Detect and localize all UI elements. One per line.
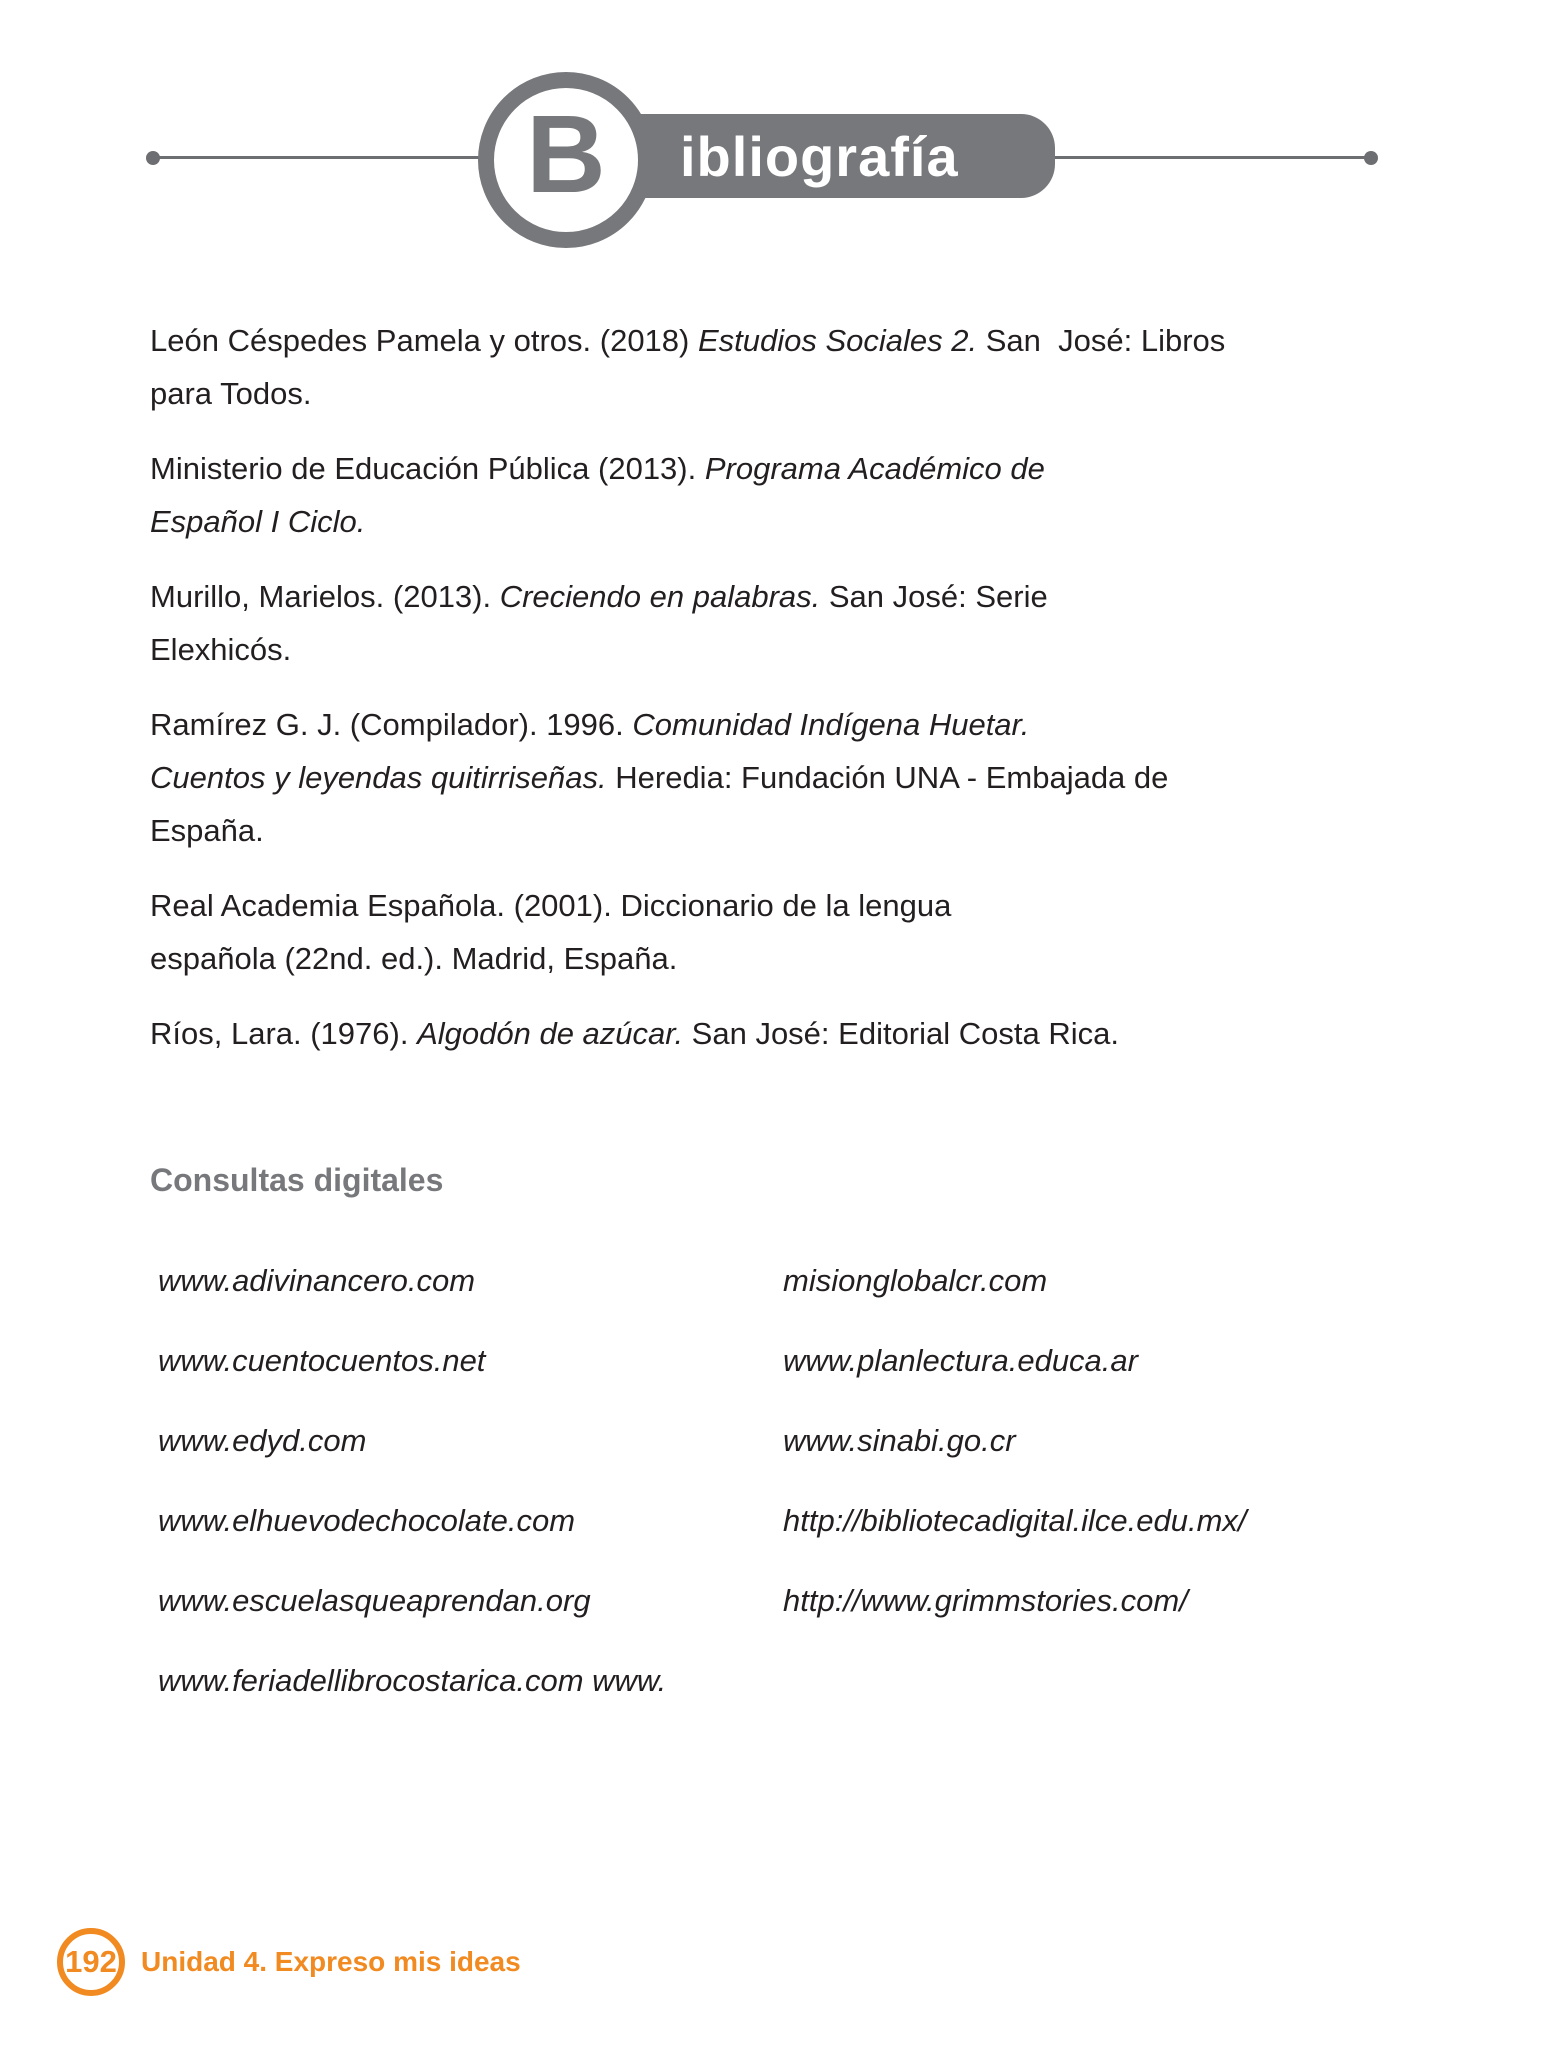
entry-line	[150, 314, 1440, 367]
entry-text-run: para Todos.	[150, 376, 312, 411]
header-big-letter: B	[526, 93, 606, 216]
bibliography-entry	[150, 698, 1440, 857]
url-list	[150, 1254, 1440, 1734]
entry-text-run: León Céspedes Pamela y otros. (2018)	[150, 323, 698, 358]
url-row	[150, 1334, 1440, 1414]
entry-text-run: San José: Editorial Costa Rica.	[683, 1016, 1119, 1051]
url-item-right: http://bibliotecadigital.ilce.edu.mx/	[783, 1503, 1247, 1538]
url-row	[150, 1494, 1440, 1574]
entry-line	[150, 570, 1440, 623]
url-item-left: www.edyd.com	[158, 1423, 367, 1458]
entry-title-run: Programa Académico de	[704, 451, 1045, 486]
url-row	[150, 1574, 1440, 1654]
entry-line	[150, 751, 1440, 804]
rule-dot-left	[146, 151, 160, 165]
url-item-left: www.elhuevodechocolate.com	[158, 1503, 576, 1538]
entry-line	[150, 623, 1440, 676]
entry-title-run: Español I Ciclo.	[150, 504, 366, 539]
entry-text-run: Ministerio de Educación Pública (2013).	[150, 451, 705, 486]
page-content	[150, 314, 1440, 1734]
header-letter-badge	[478, 72, 654, 248]
url-row	[150, 1654, 1440, 1734]
url-item-left: www.cuentocuentos.net	[158, 1343, 486, 1378]
bibliography-entry	[150, 570, 1440, 676]
entry-title-run: Estudios Sociales 2.	[697, 323, 978, 358]
entry-line	[150, 879, 1440, 932]
url-item-left: www.adivinancero.com	[158, 1263, 476, 1298]
url-item-left: www.escuelasqueaprendan.org	[158, 1583, 591, 1618]
entry-title-run: Comunidad Indígena Huetar.	[632, 707, 1030, 742]
url-item-right: http://www.grimmstories.com/	[783, 1583, 1188, 1618]
entry-line	[150, 698, 1440, 751]
entry-line	[150, 1007, 1440, 1060]
entry-title-run: Creciendo en palabras.	[499, 579, 821, 614]
entry-text-run: Ramírez G. J. (Compilador). 1996.	[150, 707, 633, 742]
entry-text-run: San José: Serie	[820, 579, 1048, 614]
entry-text-run: Heredia: Fundación UNA - Embajada de	[606, 760, 1169, 795]
bibliography-entry	[150, 879, 1440, 985]
url-item-right: www.sinabi.go.cr	[783, 1423, 1016, 1458]
bibliography-list	[150, 314, 1440, 1060]
url-item-left: www.feriadellibrocostarica.com www.	[158, 1663, 667, 1698]
entry-line	[150, 495, 1440, 548]
url-item-right: www.planlectura.educa.ar	[783, 1343, 1138, 1378]
entry-line	[150, 932, 1440, 985]
page-number: 192	[65, 1944, 117, 1979]
entry-text-run: San José: Libros	[977, 323, 1226, 358]
page-number-badge	[57, 1928, 125, 1996]
entry-title-run: Algodón de azúcar.	[417, 1016, 684, 1051]
entry-line	[150, 367, 1440, 420]
header-title: ibliografía	[680, 124, 959, 188]
header-title-pill	[598, 114, 1055, 198]
unit-label: Unidad 4. Expreso mis ideas	[141, 1946, 521, 1977]
entry-text-run: Real Academia Española. (2001). Diccionario de la lengua	[150, 888, 952, 923]
url-row	[150, 1414, 1440, 1494]
entry-text-run: española (22nd. ed.). Madrid, España.	[150, 941, 678, 976]
entry-text-run: Elexhicós.	[150, 632, 292, 667]
entry-text-run: España.	[150, 813, 264, 848]
url-item-right: misionglobalcr.com	[783, 1263, 1048, 1298]
page-footer	[57, 1928, 521, 1996]
entry-title-run: Cuentos y leyendas quitirriseñas.	[150, 760, 607, 795]
entry-text-run: Ríos, Lara. (1976).	[150, 1016, 418, 1051]
url-row	[150, 1254, 1440, 1334]
bibliography-entry	[150, 1007, 1440, 1060]
digital-consults-heading: Consultas digitales	[150, 1162, 444, 1198]
rule-dot-right	[1364, 151, 1378, 165]
entry-line	[150, 442, 1440, 495]
entry-line	[150, 804, 1440, 857]
bibliography-entry	[150, 442, 1440, 548]
bibliography-entry	[150, 314, 1440, 420]
entry-text-run: Murillo, Marielos. (2013).	[150, 579, 500, 614]
